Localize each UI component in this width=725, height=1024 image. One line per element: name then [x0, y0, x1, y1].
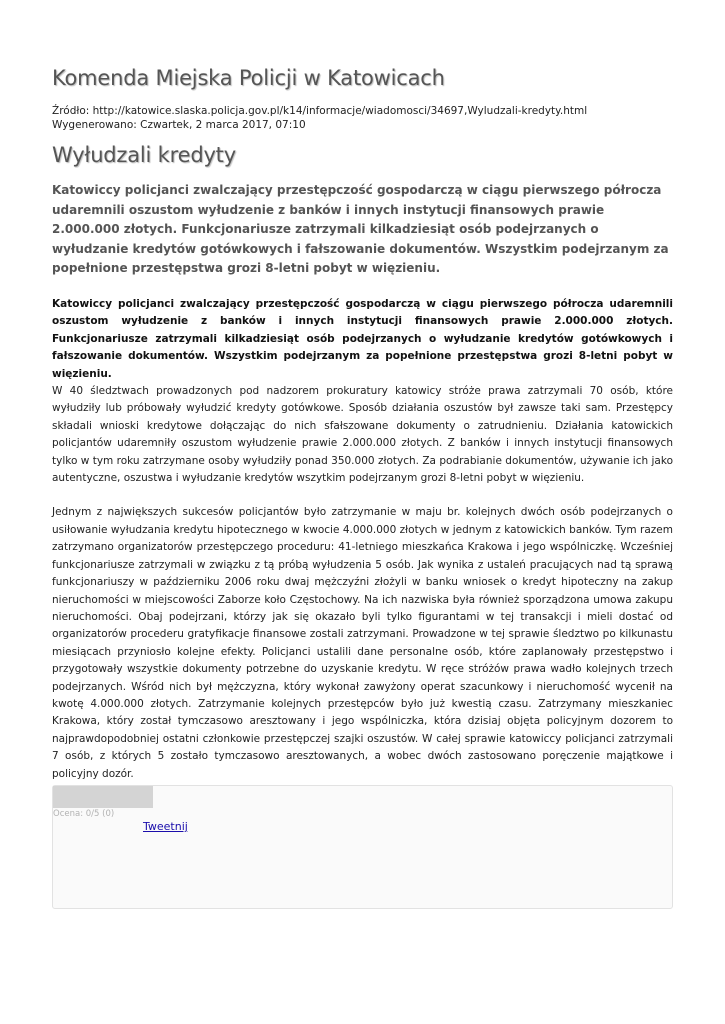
tweet-link[interactable]: Tweetnij: [143, 820, 188, 833]
article-paragraph-2: Jednym z największych sukcesów policjantów było zatrzymanie w maju br. kolejnych dwóch osób podejrzanych o usiłowanie wyłudzania kredytu hipotecznego w kwocie 4.000.000 złotych w jednym z katowickich banków. Tym razem zatrzymano organizatorów przestępczego proceduru: 41-letniego mieszkańca Krakowa i jego wspólniczkę. Wcześniej funkcjonariusze zatrzymali w związku z tą próbą wyłudzenia 5 osób. Jak wynika z ustaleń pracujących nad tą sprawą funkcjonariuszy w październiku 2006 roku dwaj mężczyźni złożyli w banku wniosek o kredyt hipoteczny na zakup nieruchomości w miejscowości Zaborze koło Częstochowy. Na ich nazwiska była również sporządzona umowa zakupu nieruchomości. Obaj podejrzani, którzy jak się okazało byli tylko figurantami w tej transakcji i mieli dostać od organizatorów procederu gratyfikacje finansowe zostali zatrzymani. Prowadzone w tej sprawie śledztwo po kilkunastu miesiącach przyniosło kolejne efekty. Policjanci ustalili dane personalne osób, które zaplanowały przestępstwo i przygotowały wszystkie dokumenty potrzebne do uzyskanie kredytu. W ręce stróżów prawa wadło kolejnych trzech podejrzanych. Wśród nich był mężczyzna, który wykonał zawyżony operat szacunkowy i nieruchomość wycenił na kwotę 4.000.000 złotych. Zatrzymanie kolejnych przestępców było już kwestią czasu. Zatrzymany mieszkaniec Krakowa, który został tymczasowo aresztowany i jego wspólniczka, która dzisiaj objęta policyjnym dozorem to najprawdopodobniej ostatni członkowie przestępczej szajki oszustów. W całej sprawie katowiccy policjanci zatrzymali 7 osób, z których 5 zostało tymczasowo aresztowanych, a wobec dwóch zastosowano poręczenie majątkowe i policyjny dozór.: [52, 506, 673, 780]
article-intro-bold: Katowiccy policjanci zwalczający przestępczość gospodarczą w ciągu pierwszego półrocza udaremnili oszustom wyłudzenie z banków i innych instytucji finansowych prawie 2.000.000 złotych. Funkcjonariusze zatrzymali kilkadziesiąt osób podejrzanych o wyłudzanie kredytów gotówkowych i fałszowanie dokumentów. Wszystkim podejrzanym za popełnione przestępstwa grozi 8-letni pobyt w więzieniu.: [52, 298, 673, 380]
site-title: Komenda Miejska Policji w Katowicach: [52, 66, 445, 90]
meta-info: [52, 104, 587, 132]
paragraph-spacer: [52, 487, 673, 504]
article-body: [52, 296, 673, 783]
source-line: Źródło: http://katowice.slaska.policja.gov.pl/k14/informacje/wiadomosci/34697,Wyludzali-kredyty.html: [52, 105, 588, 117]
article-lead: Katowiccy policjanci zwalczający przestępczość gospodarczą w ciągu pierwszego półrocza udaremnili oszustom wyłudzenie z banków i innych instytucji finansowych prawie 2.000.000 złotych. Funkcjonariusze zatrzymali kilkadziesiąt osób podejrzanych o wyłudzanie kredytów gotówkowych i fałszowanie dokumentów. Wszystkim podejrzanym za popełnione przestępstwa grozi 8-letni pobyt w więzieniu.: [52, 183, 669, 276]
article-paragraph-1: W 40 śledztwach prowadzonych pod nadzorem prokuratury katowicy stróże prawa zatrzymali 70 osób, które wyłudziły lub próbowały wyłudzić kredyty gotówkowe. Sposób działania oszustów był zawsze taki sam. Przestępcy składali wnioski kredytowe dołączając do nich sfałszowane dokumenty o zatrudnieniu. Działania katowickich policjantów udaremniły oszustom wyłudzenie prawie 2.000.000 złotych. Z banków i innych instytucji finansowych tylko w tym roku zatrzymane osoby wyłudziły ponad 350.000 złotych. Za podrabianie dokumentów, używanie ich jako autentyczne, oszustwa i wyłudzanie kredytów wszytkim podejrzanym grozi 8-letni pobyt w więzieniu.: [52, 385, 673, 485]
article-title: Wyłudzali kredyty: [52, 143, 236, 167]
rating-label: Ocena: 0/5 (0): [53, 809, 115, 819]
rating-stars-bar[interactable]: [53, 786, 153, 808]
social-rating-box: [52, 785, 673, 909]
generated-line: Wygenerowano: Czwartek, 2 marca 2017, 07:10: [52, 119, 306, 131]
